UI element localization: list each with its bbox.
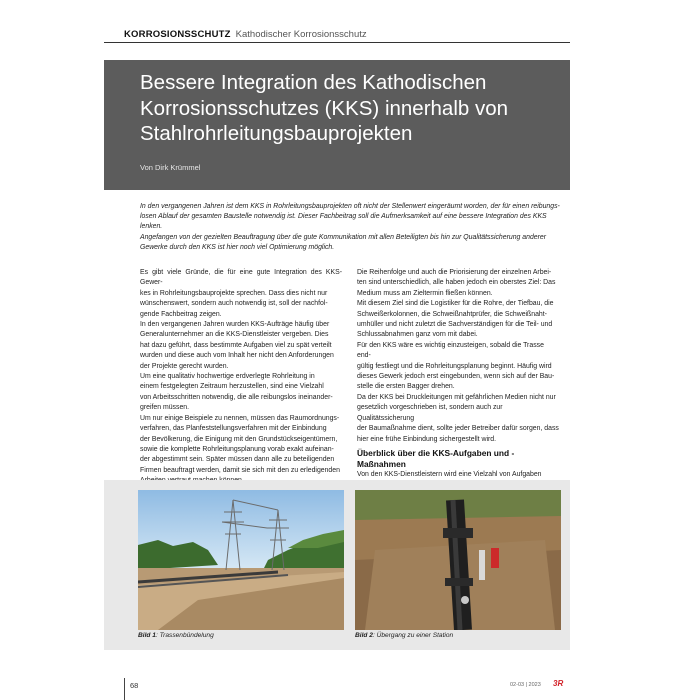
body-line: gesetzlich vorgeschrieben ist, sondern auch zur Qualitätssicherung [357,404,503,422]
body-line: sowie die komplette Rohrleitungsplanung vorab exakt aufeinan- [140,445,334,453]
top-rule [104,42,570,43]
body-line: In den vergangenen Jahren wurden KKS-Aufträge häufig über [140,321,330,329]
station-transition-illustration [355,490,561,630]
body-line: hier eine frühe Einbindung sichergestellt wird. [357,435,497,443]
body-line: hat dazu geführt, dass bestimmte Aufgaben viel zu spät verteilt [140,341,332,349]
issue-label: 02-03 | 2023 [510,682,541,688]
magazine-logo: 3R [553,679,564,688]
subsection-label: Kathodischer Korrosionsschutz [235,29,367,40]
body-line: von Arbeitsschritten notwendig, die alle reibungslos ineinander- [140,393,333,401]
body-line: wurden und diese auch vom Inhalt her nicht den Anforderungen [140,352,334,360]
body-line: gültig festliegt und die Rohrleitungsplanung beginnt. Häufig wird [357,362,552,370]
title-line: Stahlrohrleitungsbauprojekten [140,122,413,145]
body-line: gende Fachbeitrag zeigen. [140,310,222,318]
intro-line: Angefangen von der gezielten Beauftragung über die gute Kommunikation mit allen Beteiligten bis hin zur Qualitätssicherung anderer [140,233,547,241]
body-line: einem festgelegten Zeitraum herzustellen, sind eine Vielzahl [140,383,324,391]
intro-line: losen Ablauf der gesamten Baustelle notwendig ist. Dieser Fachbeitrag soll die Aufmerksamkeit auf eine bessere Integration des KKS lenken. [140,213,547,231]
body-line: Medium muss am Zieltermin fließen können. [357,289,493,297]
body-line: dieses Gewerk jedoch erst eingebunden, wenn sich auf der Bau- [357,373,555,381]
body-line: Mit diesem Ziel sind die Logistiker für die Rohre, der Tiefbau, die [357,300,554,308]
article-intro [140,202,560,253]
body-line: der Baumaßnahme dient, sollte jeder Betreiber dafür sorgen, dass [357,425,559,433]
body-line: Von den KKS-Dienstleistern wird eine Vielzahl von Aufgaben [357,470,542,478]
body-line: umhüller und nicht zuletzt die Sachverständigen für die Teil- und [357,321,553,329]
body-line: Die Reihenfolge und auch die Priorisierung der einzelnen Arbei- [357,269,552,276]
figure-2-photo [355,490,561,630]
page-number: 68 [130,681,139,690]
body-line: Schlussabnahmen ganz vorn mit dabei. [357,331,478,339]
body-line: verfahren, das Planfeststellungsverfahren mit der Einbindung [140,425,327,433]
body-line: wünschenswert, sondern auch notwendig ist, soll der nachfol- [140,300,328,308]
body-line: kes in Rohrleitungsbauprojekte sprechen. Dass dies nicht nur [140,289,328,297]
body-line: Um eine qualitativ hochwertige erdverlegte Rohrleitung in [140,373,315,381]
body-line: ten sind unterschiedlich, alle haben jedoch ein oberstes Ziel: Das [357,279,556,287]
body-line: Es gibt viele Gründe, die für eine gute Integration des KKS-Gewer- [140,269,342,287]
figure-2-text: : Übergang zu einer Station [372,632,454,639]
body-line: Für den KKS wäre es wichtig einzusteigen, sobald die Trasse end- [357,341,544,360]
section-heading: Überblick über die KKS-Aufgaben und -Maßnahmen [357,447,515,469]
body-line: der Bevölkerung, die Einigung mit den Grundstückseigentümern, [140,435,338,443]
body-line: der abgestimmt sein. Später müssen dann alle zu beteiligenden [140,456,335,464]
figure-2-label: Bild 2 [355,632,373,639]
title-line: Korrosionsschutzes (KKS) innerhalb von [140,96,509,120]
body-line: greifen müssen. [140,404,190,412]
body-line: Um nur einige Beispiele zu nennen, müssen das Raumordnungs- [140,414,340,422]
section-label: KORROSIONSSCHUTZ [124,29,231,40]
footer-rule [124,678,125,700]
figure-band [104,480,570,650]
article-header [104,60,570,190]
author-line: Von Dirk Krümmel [140,163,201,172]
article-title [140,70,560,147]
pipeline-route-illustration [138,490,344,630]
intro-line: Gewerke durch den KKS ist hier noch viel Optimierung möglich. [140,243,335,251]
section-rubric [124,29,367,40]
body-line: Firmen beauftragt werden, damit sie sich mit den zu erledigenden [140,466,340,474]
body-column-1 [140,268,342,487]
intro-line: In den vergangenen Jahren ist dem KKS in Rohrleitungsbauprojekten oft nicht der Stellenwert eingeräumt worden, der für einen reibungs- [140,203,560,210]
title-line: Bessere Integration des Kathodischen [140,71,487,94]
body-line: Schweißerkolonnen, die Schweißnahtprüfer, die Schweißnaht- [357,310,547,318]
figure-1-caption [138,632,214,639]
body-line: der Projekte gerecht wurden. [140,362,229,370]
figure-1-label: Bild 1 [138,632,156,639]
figure-1-text: : Trassenbündelung [155,632,214,639]
body-line: Da der KKS bei Druckleitungen mit gefährlichen Medien nicht nur [357,393,556,401]
body-line: Generalunternehmer an die KKS-Dienstleister vergeben. Dies [140,331,329,339]
figure-2-caption [355,632,453,639]
body-line: stelle die ersten Bagger drehen. [357,383,455,391]
figure-1-photo [138,490,344,630]
